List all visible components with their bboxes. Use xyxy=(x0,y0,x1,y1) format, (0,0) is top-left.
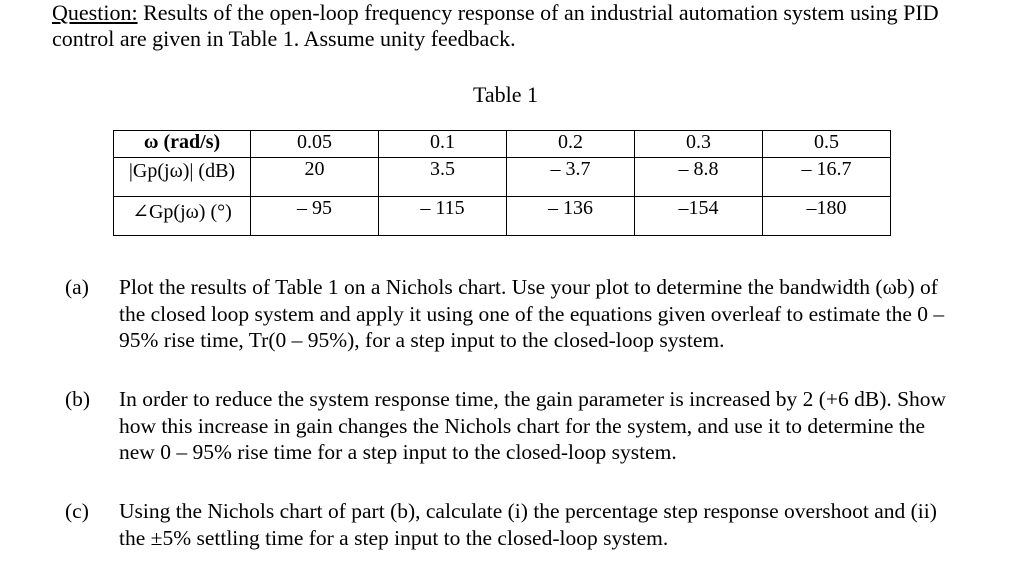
part-c-text: Using the Nichols chart of part (b), calculate (i) the percentage step response overshoot and (ii) the ±5% settling time for a step input to the closed-loop system. xyxy=(119,499,937,550)
row-label-omega: ω (rad/s) xyxy=(114,131,251,158)
phase-cell: – 115 xyxy=(379,197,507,236)
omega-cell: 0.5 xyxy=(763,131,891,158)
table-caption: Table 1 xyxy=(472,82,539,107)
question-label: Question: xyxy=(52,0,138,25)
table-row-omega xyxy=(114,131,891,158)
phase-cell: – 136 xyxy=(507,197,635,236)
question-text xyxy=(52,0,1002,52)
part-b-tag: (b) xyxy=(65,387,91,411)
row-label-phase: ∠Gp(jω) (°) xyxy=(114,197,251,236)
part-b xyxy=(65,386,965,466)
part-a xyxy=(65,274,965,354)
gain-cell: – 8.8 xyxy=(635,158,763,197)
part-c xyxy=(65,498,965,551)
phase-cell: – 95 xyxy=(251,197,379,236)
omega-cell: 0.1 xyxy=(379,131,507,158)
gain-cell: – 3.7 xyxy=(507,158,635,197)
gain-cell: 20 xyxy=(251,158,379,197)
omega-cell: 0.2 xyxy=(507,131,635,158)
row-label-gain: |Gp(jω)| (dB) xyxy=(114,158,251,197)
omega-cell: 0.05 xyxy=(251,131,379,158)
phase-cell: –154 xyxy=(635,197,763,236)
part-a-tag: (a) xyxy=(65,275,89,299)
phase-cell: –180 xyxy=(763,197,891,236)
gain-cell: 3.5 xyxy=(379,158,507,197)
question-body: Results of the open-loop frequency response of an industrial automation system using PID control are given in Table 1. Assume unity feedback. xyxy=(52,0,939,51)
part-a-text: Plot the results of Table 1 on a Nichols chart. Use your plot to determine the bandwidth (ωb) of the closed loop system and apply it using one of the equations given overleaf to estimate the 0 – 95% rise time, Tr(0 – 95%), for a step input to the closed-loop system. xyxy=(119,275,945,352)
frequency-response-table xyxy=(113,130,891,236)
gain-cell: – 16.7 xyxy=(763,158,891,197)
part-c-tag: (c) xyxy=(65,499,89,523)
table-row-gain xyxy=(114,158,891,197)
part-b-text: In order to reduce the system response time, the gain parameter is increased by 2 (+6 dB). Show how this increase in gain changes the Nichols chart for the system, and use it to determine the new 0 – 95% rise time for a step input to the closed-loop system. xyxy=(119,387,947,464)
table-row-phase xyxy=(114,197,891,236)
omega-cell: 0.3 xyxy=(635,131,763,158)
